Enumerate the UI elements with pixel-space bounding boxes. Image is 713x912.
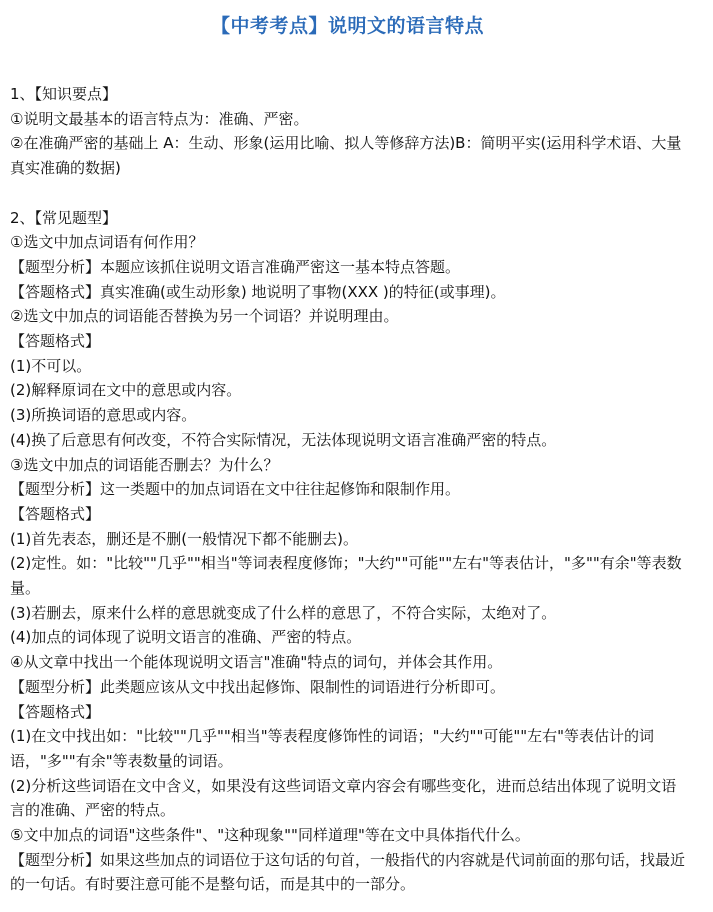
page-title: 【中考考点】说明文的语言特点 — [210, 15, 484, 37]
question-item: ①选文中加点词语有何作用？ — [10, 233, 204, 252]
blank-line — [10, 181, 685, 206]
answer-step: (3)若删去，原来什么样的意思就变成了什么样的意思了，不符合实际，太绝对了。 — [10, 603, 557, 622]
section-knowledge-points — [10, 82, 685, 181]
answer-step: (1)在文中找出如："比较""几乎""相当"等表程度修饰性的词语；"大约""可能""左右"等表估计的词语，"多""有余"等表数量的词语。 — [10, 727, 655, 770]
answer-step: (3)所换词语的意思或内容。 — [10, 406, 197, 425]
answer-format-heading: 【答题格式】 — [10, 702, 101, 721]
answer-format-heading: 【答题格式】 — [10, 332, 101, 351]
analysis-line: 【题型分析】本题应该抓住说明文语言准确严密这一基本特点答题。 — [10, 257, 461, 276]
answer-format-heading: 【答题格式】 — [10, 504, 101, 523]
answer-step: (1)首先表态，删还是不删(一般情况下都不能删去)。 — [10, 529, 358, 548]
analysis-line: 【题型分析】这一类题中的加点词语在文中往往起修饰和限制作用。 — [10, 480, 461, 499]
answer-step: (2)定性。如："比较""几乎""相当"等词表程度修饰；"大约""可能""左右"等表估计，"多""有余"等表数量。 — [10, 554, 682, 598]
analysis-line: 【题型分析】如果这些加点的词语位于这句话的句首，一般指代的内容就是代词前面的那句话，找最近的一句话。有时要注意可能不是整句话，而是其中的一部分。 — [10, 850, 686, 894]
paragraph: ②在准确严密的基础上 A：生动、形象(运用比喻、拟人等修辞方法)B：简明平实(运用科学术语、大量真实准确的数据) — [10, 134, 682, 178]
answer-step: (2)分析这些词语在文中含义，如果没有这些词语文章内容会有哪些变化，进而总结出体现了说明文语言的准确、严密的特点。 — [10, 776, 677, 820]
spacer — [10, 54, 685, 82]
question-item: ⑤文中加点的词语"这些条件"、"这种现象""同样道理"等在文中具体指代什么。 — [10, 826, 530, 845]
answer-format-line: 【答题格式】真实准确(或生动形象) 地说明了事物(XXX )的特征(或事理)。 — [10, 282, 506, 301]
section-heading: 2、【常见题型】 — [10, 208, 118, 227]
question-item: ②选文中加点的词语能否替换为另一个词语？并说明理由。 — [10, 307, 399, 326]
section-heading: 1、【知识要点】 — [10, 85, 118, 103]
analysis-line: 【题型分析】此类题应该从文中找出起修饰、限制性的词语进行分析即可。 — [10, 677, 506, 696]
answer-step: (2)解释原词在文中的意思或内容。 — [10, 381, 242, 400]
question-item: ③选文中加点的词语能否删去？为什么？ — [10, 455, 279, 474]
question-item: ④从文章中找出一个能体现说明文语言"准确"特点的词句，并体会其作用。 — [10, 653, 503, 672]
answer-step: (4)加点的词体现了说明文语言的准确、严密的特点。 — [10, 628, 362, 647]
section-common-question-types — [10, 206, 685, 898]
answer-step: (1)不可以。 — [10, 356, 92, 375]
paragraph: ①说明文最基本的语言特点为：准确、严密。 — [10, 109, 309, 128]
answer-step: (4)换了后意思有何改变，不符合实际情况，无法体现说明文语言准确严密的特点。 — [10, 430, 557, 449]
